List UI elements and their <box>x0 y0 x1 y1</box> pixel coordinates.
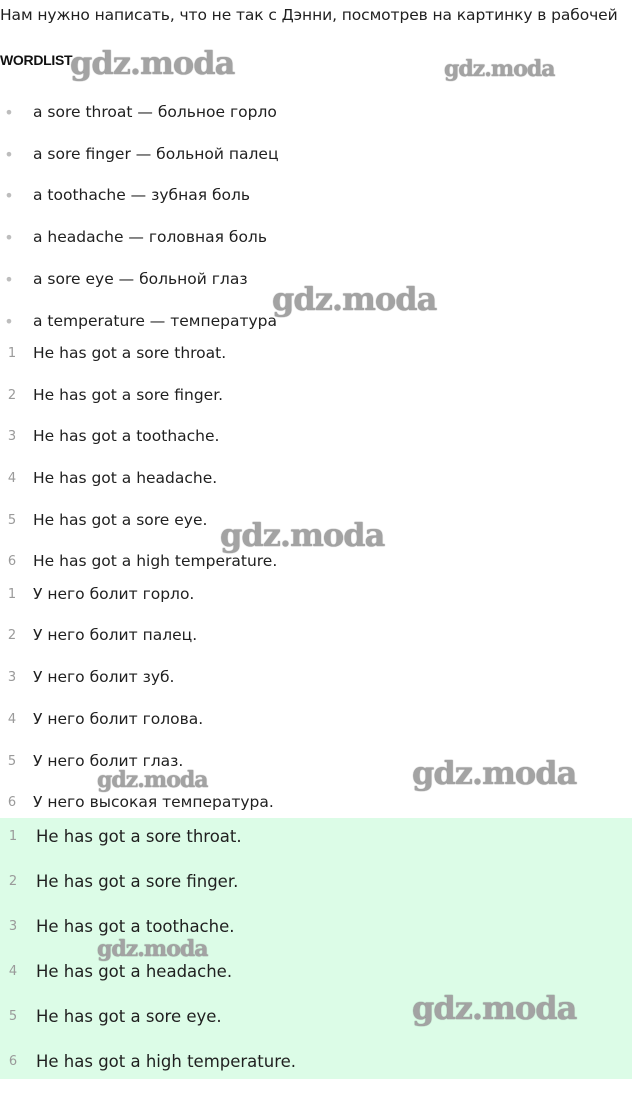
answer-item: 6 He has got a high temperature. <box>8 1051 297 1071</box>
bullet-icon: • <box>4 185 14 205</box>
watermark-logo: gdz.moda <box>97 936 208 962</box>
watermark-logo: gdz.moda <box>220 516 385 554</box>
list-item-en: 5 He has got a sore eye. <box>7 511 208 529</box>
list-item-en: 4 He has got a headache. <box>7 469 218 487</box>
answer-item: 5 He has got a sore eye. <box>8 1006 222 1026</box>
intro-text: Нам нужно написать, что не так с Дэнни, посмотрев на картинку в рабочей <box>0 6 618 24</box>
bullet-icon: • <box>4 227 14 247</box>
wordlist-item: • a toothache — зубная боль <box>0 184 250 206</box>
wordlist-item: • a sore eye — больной глаз <box>0 268 248 290</box>
list-item-ru: 6 У него высокая температура. <box>7 793 274 811</box>
watermark-logo: gdz.moda <box>412 989 577 1027</box>
bullet-icon: • <box>4 311 14 331</box>
list-item-en: 6 He has got a high temperature. <box>7 552 278 570</box>
list-item-ru: 4 У него болит голова. <box>7 710 204 728</box>
wordlist-item: • a sore throat — больное горло <box>0 101 277 123</box>
watermark-logo: gdz.moda <box>444 56 555 82</box>
list-item-ru: 2 У него болит палец. <box>7 626 198 644</box>
answer-item: 3 He has got a toothache. <box>8 916 235 936</box>
list-item-en: 1 He has got a sore throat. <box>7 344 227 362</box>
wordlist-item: • a headache — головная боль <box>0 226 267 248</box>
bullet-icon: • <box>4 144 14 164</box>
watermark-logo: gdz.moda <box>272 280 437 318</box>
bullet-icon: • <box>4 102 14 122</box>
wordlist-item: • a sore finger — больной палец <box>0 143 279 165</box>
wordlist-heading: WORDLIST <box>0 52 73 68</box>
answer-item: 4 He has got a headache. <box>8 961 233 981</box>
list-item-en: 3 He has got a toothache. <box>7 427 220 445</box>
wordlist-item: • a temperature — температура <box>0 310 277 332</box>
list-item-ru: 5 У него болит глаз. <box>7 752 184 770</box>
answer-block <box>0 818 632 1079</box>
answer-item: 1 He has got a sore throat. <box>8 826 242 846</box>
list-item-ru: 3 У него болит зуб. <box>7 668 175 686</box>
list-item-ru: 1 У него болит горло. <box>7 585 195 603</box>
answer-item: 2 He has got a sore finger. <box>8 871 239 891</box>
bullet-icon: • <box>4 269 14 289</box>
list-item-en: 2 He has got a sore finger. <box>7 386 224 404</box>
watermark-logo: gdz.moda <box>97 767 208 793</box>
watermark-logo: gdz.moda <box>70 44 235 82</box>
watermark-logo: gdz.moda <box>412 754 577 792</box>
